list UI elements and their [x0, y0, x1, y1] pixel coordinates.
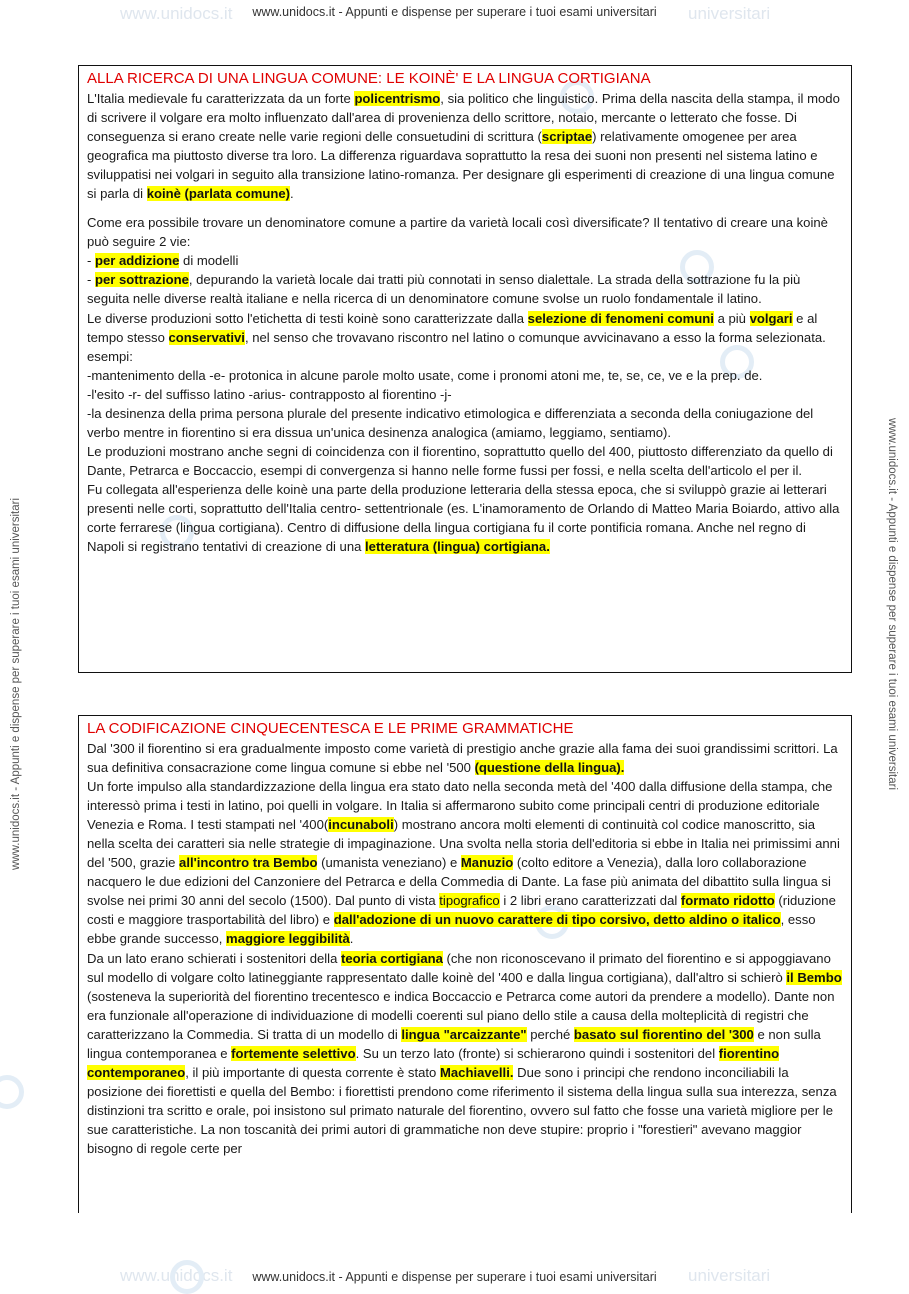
text-run: e al tempo stesso [87, 310, 818, 345]
text-run: perché [526, 1026, 574, 1042]
footer-watermark: www.unidocs.it - Appunti e dispense per superare i tuoi esami universitari [252, 1270, 657, 1284]
highlighted-term: Manuzio [460, 855, 514, 871]
highlighted-term: Machiavelli. [439, 1064, 514, 1080]
side-watermark-left: www.unidocs.it - Appunti e dispense per superare i tuoi esami universitari [10, 497, 22, 870]
text-run: (riduzione costi e maggiore trasportabilità del libro) e [87, 893, 836, 928]
paragraph [87, 385, 843, 404]
text-run: ) relativamente omogenee per area geografica ma piuttosto diverse tra loro. La differenza riguardava soprattutto la resa dei suoni non presenti nel sistema latino e sviluppatisi nei volgari in seguito alla transizione latino-romanza. Per designare gli esperimenti di creazione di una lingua comune si parla di [87, 129, 835, 202]
paragraph [87, 89, 843, 203]
text-run: e non sulla lingua contemporanea e [87, 1026, 821, 1061]
paragraph [87, 949, 843, 1159]
highlighted-term: basato sul fiorentino del '300 [573, 1026, 754, 1042]
paragraph [87, 251, 843, 270]
watermark-logo-icon [0, 1075, 24, 1109]
text-run: , sia politico che linguistico. Prima della nascita della stampa, il modo di scrivere il volgare era molto influenzato dall'area di provenienza dello scrittore, notaio, mercante o letterato che fosse. Di conseguenza si erano create nelle varie regioni delle consuetudini di scrittura ( [87, 91, 840, 145]
text-run: Le diverse produzioni sotto l'etichetta di testi koinè sono caratterizzate dalla [87, 310, 528, 326]
side-watermark-right: www.unidocs.it - Appunti e dispense per superare i tuoi esami universitari [886, 418, 898, 791]
text-run: ) mostrano ancora molti elementi di continuità col codice manoscritto, sia nella scelta dei caratteri sia nelle strategie di impaginazione. Una svolta nella storia dell'editoria si ebbe in Italia nei primissimi anni del '500, grazie [87, 817, 840, 871]
highlighted-term: teoria cortigiana [341, 950, 443, 966]
text-run: Un forte impulso alla standardizzazione della lingua era stato dato nella seconda metà del '400 dalla diffusione della stampa, che interessò prima i testi in latino, poi quelli in volgare. In Italia si affermarono subito come principali centri di produzione editoriale Venezia e Roma. I testi stampati nel '400( [87, 779, 833, 833]
text-run: (sosteneva la superiorità del fiorentino trecentesco e indica Boccaccio e Petrarca come autori da prendere a modello). Dante non era funzionale all'operazione di individuazione di modelli coerenti sul piano dello stile a causa della molteplicità di registri che caratterizzano la Commedia. Si tratta di un modello di [87, 988, 835, 1042]
highlighted-term: letteratura (lingua) cortigiana. [365, 539, 550, 555]
highlighted-term: per addizione [95, 253, 180, 269]
text-run: -l'esito -r- del suffisso latino -arius- contrapposto al fiorentino -j- [87, 386, 452, 402]
highlighted-term: (questione della lingua). [474, 760, 625, 776]
text-run: Dal '300 il fiorentino si era gradualmente imposto come varietà di prestigio anche grazie alla fama dei suoi grandissimi scrittori. La sua definitiva consacrazione come lingua comune si ebbe nel '500 [87, 741, 838, 776]
text-run: Come era possibile trovare un denominatore comune a partire da varietà locali così diversificate? Il tentativo di creare una koinè può seguire 2 vie: [87, 215, 828, 250]
text-run: , nel senso che trovavano riscontro nel latino o comunque avvicinavano a esso la forma selezionata. esempi: [87, 329, 826, 364]
text-run: Le produzioni mostrano anche segni di coincidenza con il fiorentino, soprattutto quello del 400, piuttosto differenziato da quello di Dante, Petrarca e Boccaccio, esempi di convergenza si hanno nelle forme fussi per fossi, e nella scelta dell'articolo el per il. [87, 443, 833, 478]
highlighted-term: volgari [749, 310, 793, 326]
text-run: , esso ebbe grande successo, [87, 912, 816, 947]
text-run: , il più importante di questa corrente è stato [185, 1064, 440, 1080]
text-run: i 2 libri erano caratterizzati dal [499, 893, 681, 909]
highlighted-term: conservativi [168, 329, 245, 345]
paragraph [87, 213, 843, 251]
paragraph [87, 270, 843, 308]
paragraph [87, 777, 843, 948]
highlighted-term: selezione di fenomeni comuni [527, 310, 714, 326]
highlighted-term: formato ridotto [680, 893, 775, 909]
text-run: Due sono i principi che rendono inconciliabili la posizione dei fiorettisti e quella del Bembo: i fiorettisti prendono come riferimento il sistema della lingua sulla sua interezza, senza distinzioni tra scritto e orale, poi insistono sul primato naturale del fiorentino, ovvero sul fatto che fosse una varietà migliore per le sue caratteristiche. La non toscanità dei primi autori di grammatiche non deve stupire: proprio i "forestieri" avevano maggior bisogno di regole certe per [87, 1064, 837, 1156]
highlighted-term: per sottrazione [95, 272, 189, 288]
text-run: . [290, 186, 294, 202]
watermark-faint-top-left: www.unidocs.it [120, 4, 233, 23]
watermark-faint-top-right: universitari [688, 4, 771, 23]
text-run: (colto editore a Venezia), dalla loro collaborazione nacquero le due edizioni del Canzoniere del Petrarca e della Commedia di Dante. La fase più animata del dibattito sulla lingua si svolse nei primi 30 anni del secolo (1500). Dal punto di vista [87, 855, 831, 909]
highlighted-term: dall'adozione di un nuovo carattere di tipo corsivo, detto aldino o italico [333, 912, 781, 928]
text-run: , depurando la varietà locale dai tratti più connotati in senso dialettale. La strada della sottrazione fu la più seguita nelle diverse realtà italiane e nella ricerca di un denominatore comune svolse un ruolo fondamentale il latino. [87, 272, 801, 307]
text-run: Fu collegata all'esperienza delle koinè una parte della produzione letteraria della stessa epoca, che si sviluppò grazie ai letterari presenti nelle corti, soprattutto dell'Italia centro- settentrionale (es. L'inamoramento de Orlando di Matteo Maria Boiardo, attivo alla corte ferrarese (lingua cortigiana). Centro di diffusione della lingua cortigiana fu il corte pontificia romana. Anche nel regno di Napoli si registrano tentativi di creazione di una [87, 481, 840, 555]
highlighted-term: all'incontro tra Bembo [179, 855, 318, 871]
section-codificazione [78, 715, 852, 1213]
highlighted-term: maggiore leggibilità [226, 931, 350, 947]
text-run: di modelli [179, 253, 239, 269]
highlighted-term: incunaboli [328, 817, 394, 833]
text-run: . [349, 931, 354, 947]
highlighted-term: scriptae [541, 129, 593, 145]
text-run: -la desinenza della prima persona plurale del presente indicativo etimologica e differenziata a seconda della coniugazione del verbo mentre in fiorentino si era dissua un'unica desinenza analogica (amiamo, leggiamo, sentiamo). [87, 405, 814, 440]
text-run: - [87, 253, 95, 269]
text-run: -mantenimento della -e- protonica in alcune parole molto usate, come i pronomi atoni me, te, se, ce, ve e la prep. de. [87, 367, 763, 383]
paragraph [87, 366, 843, 385]
watermark-faint-bottom-right: universitari [688, 1266, 771, 1285]
highlighted-term: tipografico [439, 893, 500, 909]
header-watermark: www.unidocs.it - Appunti e dispense per superare i tuoi esami universitari [252, 5, 657, 19]
text-run: a più [713, 310, 750, 326]
text-run: . Su un terzo lato (fronte) si schierarono quindi i sostenitori del [355, 1045, 719, 1061]
text-run: (umanista veneziano) e [317, 855, 461, 871]
paragraph [87, 739, 843, 777]
text-run: Da un lato erano schierati i sostenitori della [87, 950, 342, 966]
highlighted-term: lingua "arcaizzante" [401, 1026, 527, 1042]
paragraph [87, 404, 843, 442]
highlighted-term: fiorentino contemporaneo [87, 1045, 780, 1080]
watermark-faint-bottom-left: www.unidocs.it [120, 1266, 233, 1285]
text-run: (che non riconoscevano il primato del fiorentino e si appoggiavano sul modello di volgare colto latineggiante rappresentato dalle koinè del '400 e dalla lingua cortigiana), dall'altro si schierò [87, 950, 831, 985]
paragraph [87, 480, 843, 556]
highlighted-term: fortemente selettivo [231, 1045, 356, 1061]
highlighted-term: policentrismo [354, 91, 441, 106]
highlighted-term: il Bembo [786, 969, 842, 985]
highlighted-term: koinè (parlata comune) [146, 186, 291, 202]
section-title: ALLA RICERCA DI UNA LINGUA COMUNE: LE KOINÈ' E LA LINGUA CORTIGIANA [87, 70, 651, 87]
section-title: LA CODIFICAZIONE CINQUECENTESCA E LE PRIME GRAMMATICHE [87, 720, 574, 737]
section-koine [78, 65, 852, 673]
paragraph [87, 442, 843, 480]
paragraph [87, 309, 843, 366]
text-run: L'Italia medievale fu caratterizzata da un forte [87, 91, 355, 106]
text-run: - [87, 272, 95, 288]
